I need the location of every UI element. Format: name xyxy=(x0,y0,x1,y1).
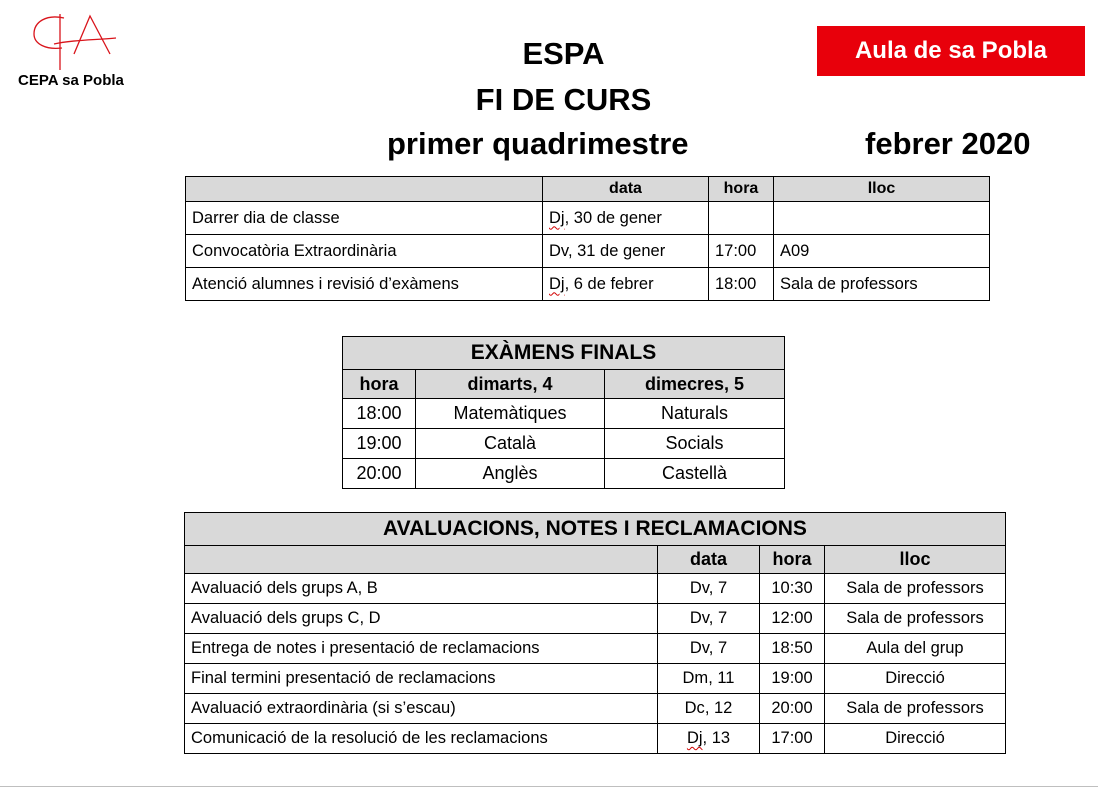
exams-header-wednesday: dimecres, 5 xyxy=(605,370,785,399)
exams-header-time: hora xyxy=(343,370,416,399)
exams-caption-row xyxy=(343,337,785,370)
place-cell: Sala de professors xyxy=(825,574,1006,604)
page-bottom-divider xyxy=(0,786,1098,787)
calendar-header-time: hora xyxy=(709,177,774,202)
date-cell xyxy=(543,202,709,235)
subject-cell: Anglès xyxy=(416,459,605,489)
logo-text: CEPA sa Pobla xyxy=(18,72,124,89)
time-cell: 19:00 xyxy=(760,664,825,694)
event-cell: Final termini presentació de reclamacions xyxy=(185,664,658,694)
table-row xyxy=(185,724,1006,754)
date-text: , 13 xyxy=(702,729,731,747)
table-row xyxy=(343,459,785,489)
table-row xyxy=(185,574,1006,604)
table-row xyxy=(343,429,785,459)
time-cell: 20:00 xyxy=(343,459,416,489)
subject-cell: Naturals xyxy=(605,399,785,429)
location-badge: Aula de sa Pobla xyxy=(817,26,1085,76)
table-row xyxy=(186,235,990,268)
evaluations-caption: AVALUACIONS, NOTES I RECLAMACIONS xyxy=(185,513,1006,546)
event-cell: Darrer dia de classe xyxy=(186,202,543,235)
place-cell xyxy=(774,202,990,235)
date-cell xyxy=(658,634,760,664)
event-cell: Avaluació extraordinària (si s’escau) xyxy=(185,694,658,724)
table-row xyxy=(343,399,785,429)
day-abbr: Dm xyxy=(682,669,709,687)
event-cell: Convocatòria Extraordinària xyxy=(186,235,543,268)
day-abbr: Dv xyxy=(549,241,568,260)
subject-cell: Castellà xyxy=(605,459,785,489)
date-cell xyxy=(658,724,760,754)
evaluations-header-date: data xyxy=(658,546,760,574)
event-cell: Atenció alumnes i revisió d’exàmens xyxy=(186,268,543,301)
time-cell: 18:00 xyxy=(343,399,416,429)
evaluations-header-row xyxy=(185,546,1006,574)
table-row xyxy=(186,268,990,301)
date-text: , 6 de febrer xyxy=(564,274,654,293)
time-cell: 18:50 xyxy=(760,634,825,664)
place-cell: Sala de professors xyxy=(774,268,990,301)
place-cell: Direcció xyxy=(825,724,1006,754)
day-abbr: Dj xyxy=(686,729,703,747)
evaluations-header-place: lloc xyxy=(825,546,1006,574)
exams-header-tuesday: dimarts, 4 xyxy=(416,370,605,399)
date-text: , 7 xyxy=(708,579,728,597)
day-abbr: Dv xyxy=(689,639,709,657)
event-cell: Entrega de notes i presentació de reclamacions xyxy=(185,634,658,664)
calendar-header-event xyxy=(186,177,543,202)
subject-cell: Català xyxy=(416,429,605,459)
place-cell: Direcció xyxy=(825,664,1006,694)
place-cell: Aula del grup xyxy=(825,634,1006,664)
date-text: , 11 xyxy=(708,669,735,687)
date-cell xyxy=(543,268,709,301)
title-heading: FI DE CURS xyxy=(475,82,652,117)
place-cell: Sala de professors xyxy=(825,604,1006,634)
calendar-header-date: data xyxy=(543,177,709,202)
date-text: , 7 xyxy=(708,609,728,627)
date-cell xyxy=(658,694,760,724)
place-cell: Sala de professors xyxy=(825,694,1006,724)
exams-header-row xyxy=(343,370,785,399)
date-text: , 30 de gener xyxy=(564,208,662,227)
time-cell: 17:00 xyxy=(709,235,774,268)
table-row xyxy=(185,604,1006,634)
day-abbr: Dv xyxy=(689,579,709,597)
evaluations-table xyxy=(184,512,1006,754)
table-row xyxy=(186,202,990,235)
date-cell xyxy=(658,604,760,634)
table-row xyxy=(185,664,1006,694)
event-cell: Comunicació de la resolució de les reclamacions xyxy=(185,724,658,754)
day-abbr: Dc xyxy=(684,699,705,717)
title-date: febrer 2020 xyxy=(865,126,1031,161)
time-cell: 12:00 xyxy=(760,604,825,634)
table-row xyxy=(185,634,1006,664)
time-cell: 17:00 xyxy=(760,724,825,754)
calendar-header-place: lloc xyxy=(774,177,990,202)
exams-caption: EXÀMENS FINALS xyxy=(343,337,785,370)
title-term: primer quadrimestre xyxy=(387,126,689,161)
subject-cell: Socials xyxy=(605,429,785,459)
calendar-table xyxy=(185,176,990,301)
subject-cell: Matemàtiques xyxy=(416,399,605,429)
day-abbr: Dv xyxy=(689,609,709,627)
evaluations-header-event xyxy=(185,546,658,574)
date-text: , 12 xyxy=(704,699,733,717)
date-text: , 7 xyxy=(708,639,728,657)
event-cell: Avaluació dels grups C, D xyxy=(185,604,658,634)
exams-table xyxy=(342,336,785,489)
day-abbr: Dj xyxy=(549,208,565,227)
evaluations-caption-row xyxy=(185,513,1006,546)
time-cell: 19:00 xyxy=(343,429,416,459)
date-text: , 31 de gener xyxy=(567,241,666,260)
date-cell xyxy=(658,664,760,694)
title-program: ESPA xyxy=(522,36,605,71)
time-cell xyxy=(709,202,774,235)
date-cell xyxy=(543,235,709,268)
event-cell: Avaluació dels grups A, B xyxy=(185,574,658,604)
time-cell: 18:00 xyxy=(709,268,774,301)
table-row xyxy=(185,694,1006,724)
time-cell: 10:30 xyxy=(760,574,825,604)
evaluations-header-time: hora xyxy=(760,546,825,574)
place-cell: A09 xyxy=(774,235,990,268)
calendar-header-row xyxy=(186,177,990,202)
date-cell xyxy=(658,574,760,604)
time-cell: 20:00 xyxy=(760,694,825,724)
day-abbr: Dj xyxy=(549,274,565,293)
